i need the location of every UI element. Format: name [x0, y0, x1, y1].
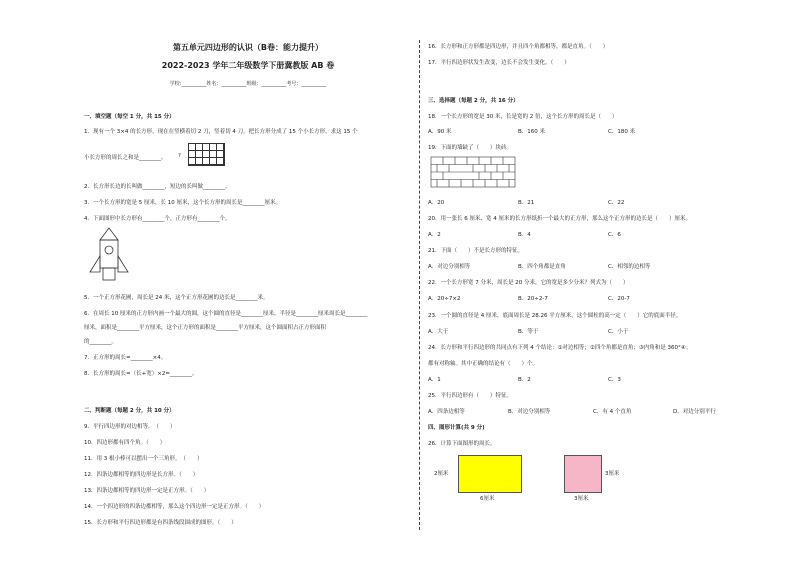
section-true-false: 二、判断题（每题 2 分，共 10 分）	[84, 408, 175, 414]
question-11: 11．用 3 根小棒可以摆出一个三角形。 （ ）	[84, 456, 203, 462]
question-13: 13．四条边都相等的四边形一定是正方形。（ ）	[84, 488, 210, 494]
question-1-line1: 1．现有一个 3×4 的长方形，现在在竖横着切 2 刀，竖着切 4 刀，把长方形分成了 15 个小长方形，求这 15 个	[84, 129, 358, 135]
question-1-mark: ?	[178, 153, 181, 159]
question-26: 26．计算下面图形的周长。	[428, 441, 496, 447]
question-16: 16．长方形和正方形都是四边形，并且四个角都相等，都是直角。（ ）	[428, 44, 609, 50]
question-6-line1: 6．在周长 10 厘米的正方形内画一个最大的圆，这个圆的直径是________厘米，半径是________厘米周长是________	[84, 311, 368, 317]
question-7: 7．正方形的周长=________×4。	[84, 355, 167, 361]
option-a[interactable]: A．四条边相等	[428, 409, 465, 415]
question-19: 19．下面的墙缺了（ ）块砖。	[428, 145, 512, 151]
question-24-line1: 24．长方形和平行四边形的共同点有下列 4 个结论：①对边相等；②四个角都是直角；③内角和是 360°④；	[428, 345, 692, 351]
exam-title: 第五单元四边形的认识（B卷：能力提升）	[172, 43, 324, 52]
option-a[interactable]: A．1	[428, 377, 441, 383]
question-20: 20．用一张长 6 厘米、宽 4 厘米的长方形纸折一个最大的正方形，那么这个正方形的边长是（ ）厘米。	[428, 216, 691, 222]
option-c[interactable]: C．6	[608, 232, 621, 238]
option-b[interactable]: B．等于	[518, 329, 539, 335]
yellow-rectangle	[458, 455, 522, 493]
section-figure-calculation: 四、图形计算(共 9 分)	[428, 425, 485, 431]
question-6-line3: 的________。	[84, 339, 118, 345]
question-12: 12．四条边都相等的四边形是长方形。（ ）	[84, 472, 199, 478]
section-multiple-choice: 三、选择题（每题 2 分，共 16 分）	[428, 98, 519, 104]
pink-square	[564, 455, 602, 493]
rocket-figure	[88, 226, 130, 284]
question-2: 2．长方形长边的长叫做________，短边的长叫做________。	[84, 184, 231, 190]
option-a[interactable]: A．20	[428, 200, 445, 206]
option-d[interactable]: D．对边分别平行	[673, 409, 716, 415]
option-a[interactable]: A．2	[428, 232, 441, 238]
exam-subtitle: 2022-2023 学年二年级数学下册冀教版 AB 卷	[161, 61, 335, 70]
option-a[interactable]: A．对边分别相等	[428, 264, 471, 270]
option-b[interactable]: B．对边分别相等	[508, 409, 551, 415]
question-4: 4．下面图形中长方形有________个，正方形有________个。	[84, 216, 231, 222]
left-column	[78, 0, 418, 562]
option-c[interactable]: C．有 4 个直角	[593, 409, 632, 415]
right-column	[428, 0, 778, 562]
question-8: 8．长方形的周长=（长+宽）×2=________。	[84, 371, 198, 377]
section-fill-in: 一、填空题（每空 1 分，共 15 分）	[84, 114, 175, 120]
option-c[interactable]: C．3	[608, 377, 621, 383]
question-10: 10．四边形都有四个角。（ ）	[84, 440, 166, 446]
student-info-line: 学校:__________姓名：__________班级：__________考号：__________	[169, 81, 327, 87]
column-divider	[419, 40, 420, 530]
option-b[interactable]: B．20÷2-7	[518, 296, 548, 302]
square-side-label-bottom: 3厘米	[574, 496, 589, 502]
question-15: 15．长方形和平行四边形都是有四条线段围成的图形。（ ）	[84, 520, 237, 526]
question-3: 3．一个长方形的宽是 5 厘米，长 10 厘米，这个长方形的周长是________厘米。	[84, 200, 281, 206]
brick-wall-figure	[430, 156, 516, 188]
option-c[interactable]: C．相邻的边相等	[608, 264, 651, 270]
question-25: 25．平行四边形有（ ）特征。	[428, 393, 512, 399]
option-c[interactable]: C．22	[608, 200, 625, 206]
question-14: 14．一个四边形的四条边都相等，那么这个四边形一定是正方形。（ ）	[84, 504, 265, 510]
question-1-line2: 小长方形的周长之和是________。	[84, 155, 167, 161]
option-a[interactable]: A．大于	[428, 329, 449, 335]
rectangle-length-label: 6厘米	[480, 496, 495, 502]
option-b[interactable]: B．4	[518, 232, 531, 238]
question-22: 22．一个长方形宽 7 分米，周长是 20 分米，它的宽是多少分米？列式为（ ）	[428, 280, 629, 286]
question-23: 23．一个圆的直径是 4 厘米，底面周长是 28.26 平方厘米，这个圆柱的高一定（ ）它的底面半径。	[428, 313, 682, 319]
question-18: 18．一个长方形的宽是 30 米，长是宽的 2 倍，这个长方形的周长是（ ）	[428, 114, 618, 120]
option-b[interactable]: B．160 米	[518, 129, 546, 135]
question-6-line2: 厘米，面积是________平方厘米，这个正方形的面积是________平方厘米，这个圆面积占正方形面积	[84, 325, 327, 331]
option-a[interactable]: A．20÷7×2	[428, 296, 461, 302]
option-c[interactable]: C．20-7	[608, 296, 630, 302]
question-5: 5．一个正方形花圃，周长是 24 米，这个正方形花圃的边长是________米。	[84, 295, 269, 301]
question-9: 9．平行四边形的对边相等。 （ ）	[84, 424, 176, 430]
option-b[interactable]: B．四个角都是直角	[518, 264, 566, 270]
rectangle-width-label: 2厘米	[434, 471, 449, 477]
question-17: 17．平行四边形状发生改变，边长不会发生变化。（ ）	[428, 60, 570, 66]
option-c[interactable]: C．180 米	[608, 129, 636, 135]
question-21: 21．下面（ ）不是长方形的特征。	[428, 248, 523, 254]
question-1-grid-figure	[188, 143, 225, 166]
option-b[interactable]: B．21	[518, 200, 535, 206]
option-c[interactable]: C．小于	[608, 329, 629, 335]
square-side-label-right: 3厘米	[605, 471, 620, 477]
option-a[interactable]: A．90 米	[428, 129, 452, 135]
option-b[interactable]: B．2	[518, 377, 531, 383]
question-24-line2: 都有对称轴。其中正确的结论有（ ）个。	[428, 361, 539, 367]
